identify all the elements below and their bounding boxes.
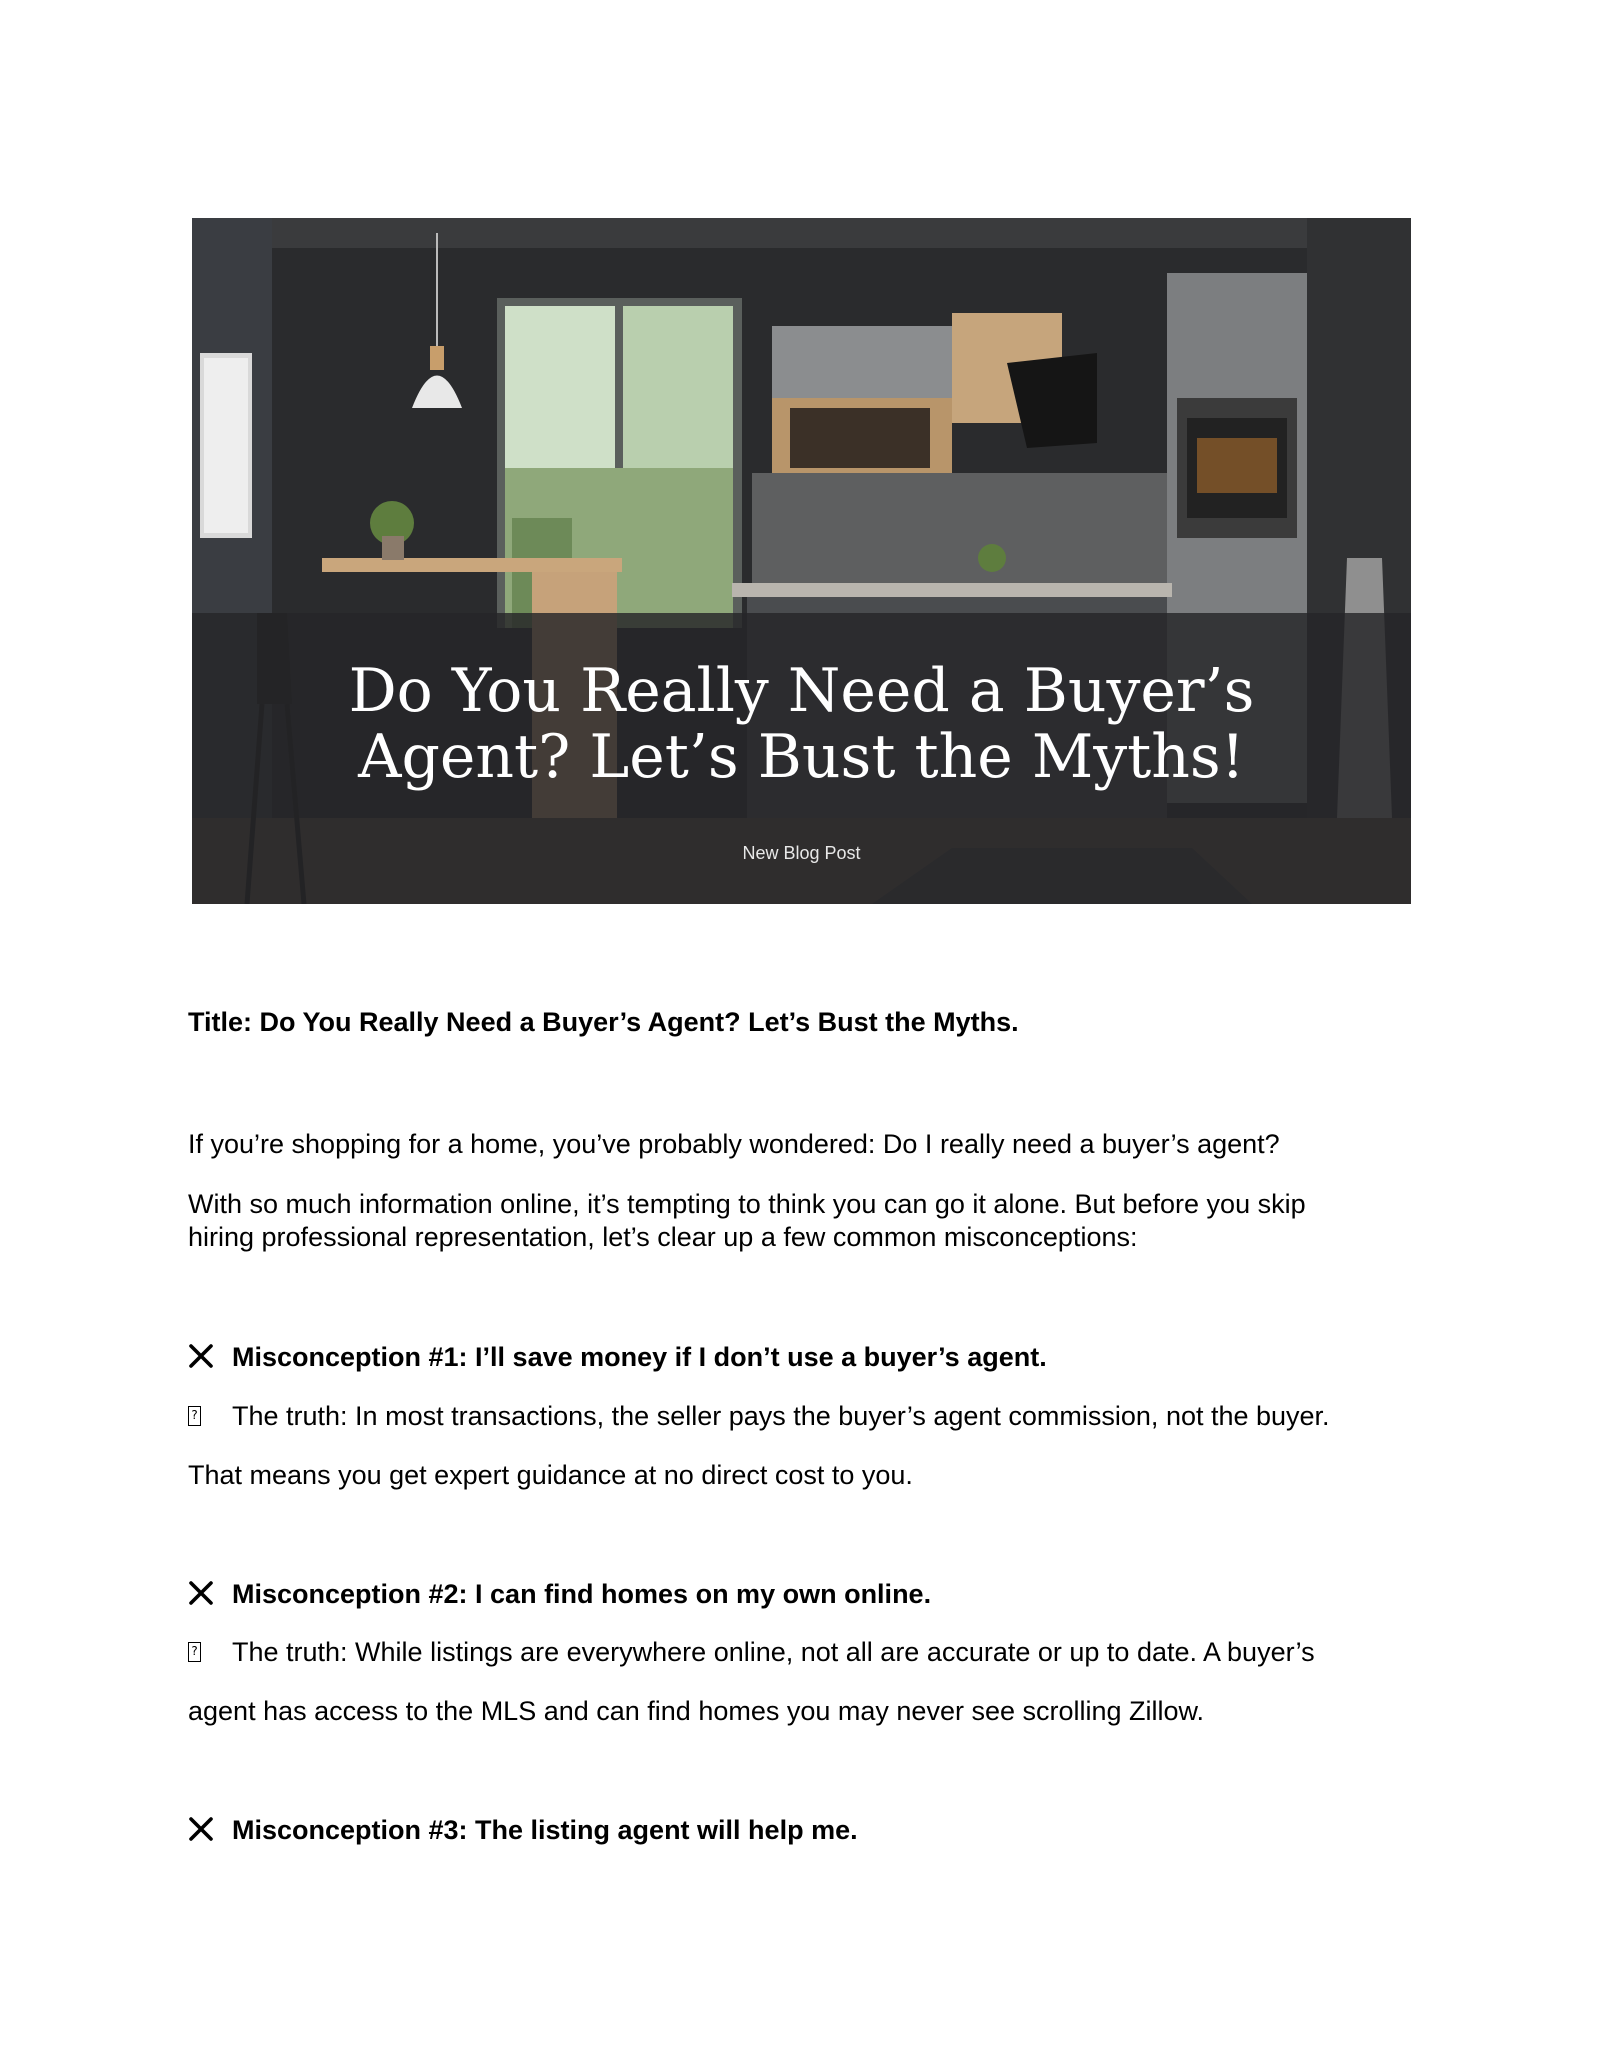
hero-title: [192, 658, 1411, 790]
hero-banner: [192, 218, 1411, 904]
missing-glyph-box-icon: ?: [188, 1406, 201, 1426]
truth-2-text: The truth: While listings are everywhere online, not all are accurate or up to date. A buyer’s: [232, 1637, 1315, 1667]
misconception-3-heading: Misconception #3: The listing agent will help me.: [232, 1815, 858, 1845]
intro-paragraph: If you’re shopping for a home, you’ve probably wondered: Do I really need a buyer’s agent?: [188, 1129, 1280, 1159]
truth-1-text: The truth: In most transactions, the seller pays the buyer’s agent commission, not the buyer.: [232, 1401, 1330, 1431]
paragraph-2-line-1: With so much information online, it’s tempting to think you can go it alone. But before you skip: [188, 1189, 1306, 1219]
misconception-2-heading: Misconception #2: I can find homes on my own online.: [232, 1579, 932, 1609]
truth-2-continuation: agent has access to the MLS and can find homes you may never see scrolling Zillow.: [188, 1696, 1205, 1726]
hero-title-line-2: Agent? Let’s Bust the Myths!: [358, 722, 1245, 792]
cross-mark-icon: [188, 1343, 214, 1369]
cross-mark-icon: [188, 1816, 214, 1842]
missing-glyph-box-icon: ?: [188, 1642, 201, 1662]
cross-mark-icon: [188, 1580, 214, 1606]
document-title: Title: Do You Really Need a Buyer’s Agent? Let’s Bust the Myths.: [188, 1007, 1019, 1037]
misconception-1-heading: Misconception #1: I’ll save money if I don’t use a buyer’s agent.: [232, 1342, 1047, 1372]
paragraph-2-line-2: hiring professional representation, let’s clear up a few common misconceptions:: [188, 1222, 1138, 1252]
hero-subtitle: New Blog Post: [742, 843, 861, 863]
hero-title-line-1: Do You Really Need a Buyer’s: [348, 656, 1255, 726]
truth-1-continuation: That means you get expert guidance at no direct cost to you.: [188, 1460, 913, 1490]
